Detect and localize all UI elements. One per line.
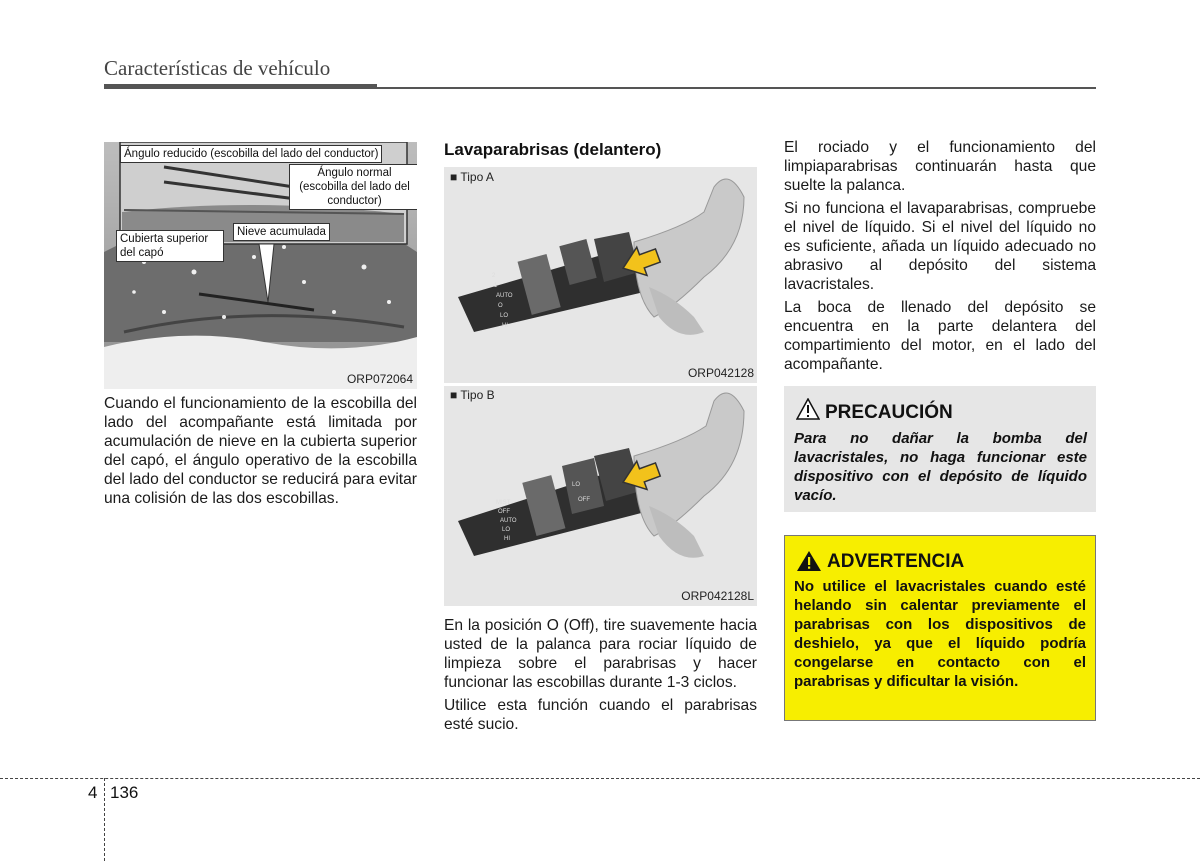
warning-box xyxy=(784,535,1096,721)
chapter-number: 4 xyxy=(88,783,98,802)
page-header-title: Características de vehículo xyxy=(104,56,331,80)
warning-filled-icon xyxy=(796,550,822,572)
mark-a-auto: AUTO xyxy=(496,293,513,299)
warning-title: ADVERTENCIA xyxy=(827,551,965,572)
caution-text: Para no dañar la bomba del lavacristales, no haga funcionar este dispositivo con el depósito de líquido vacío. xyxy=(794,430,1087,504)
header-rule-thin xyxy=(377,87,1096,89)
right-paragraph-3: La boca de llenado del depósito se encuentra en la parte delantera del compartimiento del motor, en el lado del acompañante. xyxy=(784,299,1096,373)
wiper-lever-b-illustration xyxy=(444,386,757,606)
callout-normal-angle: Ángulo normal (escobilla del lado del conductor) xyxy=(289,164,417,210)
wiper-snow-figure xyxy=(104,142,417,389)
mark-b-lo: LO xyxy=(502,527,511,533)
callout-snow: Nieve acumulada xyxy=(233,223,330,241)
wiper-lever-a-illustration xyxy=(444,167,757,383)
mark-b-rear-lo: LO xyxy=(572,482,581,488)
mark-b-auto: AUTO xyxy=(500,518,517,524)
callout-hood-cover: Cubierta superior del capó xyxy=(116,230,224,262)
header-rule-thick xyxy=(104,84,377,89)
wiper-lever-figure-a xyxy=(444,167,757,383)
mark-b-mist: MIST xyxy=(496,500,511,506)
footer-rule xyxy=(0,778,1200,779)
wiper-lever-figure-b xyxy=(444,386,757,606)
left-paragraph: Cuando el funcionamiento de la escobilla del lado del acompañante está limitada por acumulación de nieve en la cubierta superior del capó, el ángulo operativo de la escobilla del lado del conductor se reducirá para evitar una colisión de las dos escobillas. xyxy=(104,395,417,507)
figure-type-a-label: ■ Tipo A xyxy=(450,170,494,184)
caution-title: PRECAUCIÓN xyxy=(825,402,953,423)
mark-a-off: O xyxy=(498,303,503,309)
footer-vertical-rule xyxy=(104,778,105,861)
right-text xyxy=(784,138,1096,378)
right-paragraph-1: El rociado y el funcionamiento del limpiaparabrisas continuarán hasta que suelte la palanca. xyxy=(784,139,1096,194)
section-heading: Lavaparabrisas (delantero) xyxy=(444,140,662,159)
right-paragraph-2: Si no funciona el lavaparabrisas, compruebe el nivel de líquido. Si el nivel del líquido no es suficiente, añada un líquido adecuado no abrasivo al depósito del sistema lavacristales. xyxy=(784,200,1096,293)
figure-code: ORP072064 xyxy=(346,372,413,386)
mark-a-2: 2 xyxy=(492,273,496,279)
mark-b-hi: HI xyxy=(504,536,510,542)
page-number: 136 xyxy=(110,783,139,802)
middle-text xyxy=(444,616,757,738)
warning-outline-icon xyxy=(796,398,820,420)
mark-a-lo: LO xyxy=(500,313,509,319)
mark-b-rear-off: OFF xyxy=(578,497,590,503)
mark-a-1: 1 xyxy=(494,283,498,289)
warning-text: No utilice el lavacristales cuando esté helando sin calentar previamente el parabrisas con los dispositivos de deshielo, ya que el líquido podría congelarse en contacto con el parabrisas y dificultar la visión. xyxy=(794,578,1086,690)
middle-paragraph-1: En la posición O (Off), tire suavemente hacia usted de la palanca para rociar líquido de limpieza sobre el parabrisas y hacer funcionar las escobillas durante 1-3 ciclos. xyxy=(444,617,757,691)
mark-a-hi: HI xyxy=(502,323,508,329)
figure-type-b-code: ORP042128L xyxy=(681,589,754,603)
figure-type-b-label: ■ Tipo B xyxy=(450,388,495,402)
figure-type-a-code: ORP042128 xyxy=(687,366,754,380)
callout-reduced-angle: Ángulo reducido (escobilla del lado del conductor) xyxy=(120,145,382,163)
middle-paragraph-2: Utilice esta función cuando el parabrisas esté sucio. xyxy=(444,697,757,733)
mark-b-off: OFF xyxy=(498,509,510,515)
caution-box xyxy=(784,386,1096,512)
